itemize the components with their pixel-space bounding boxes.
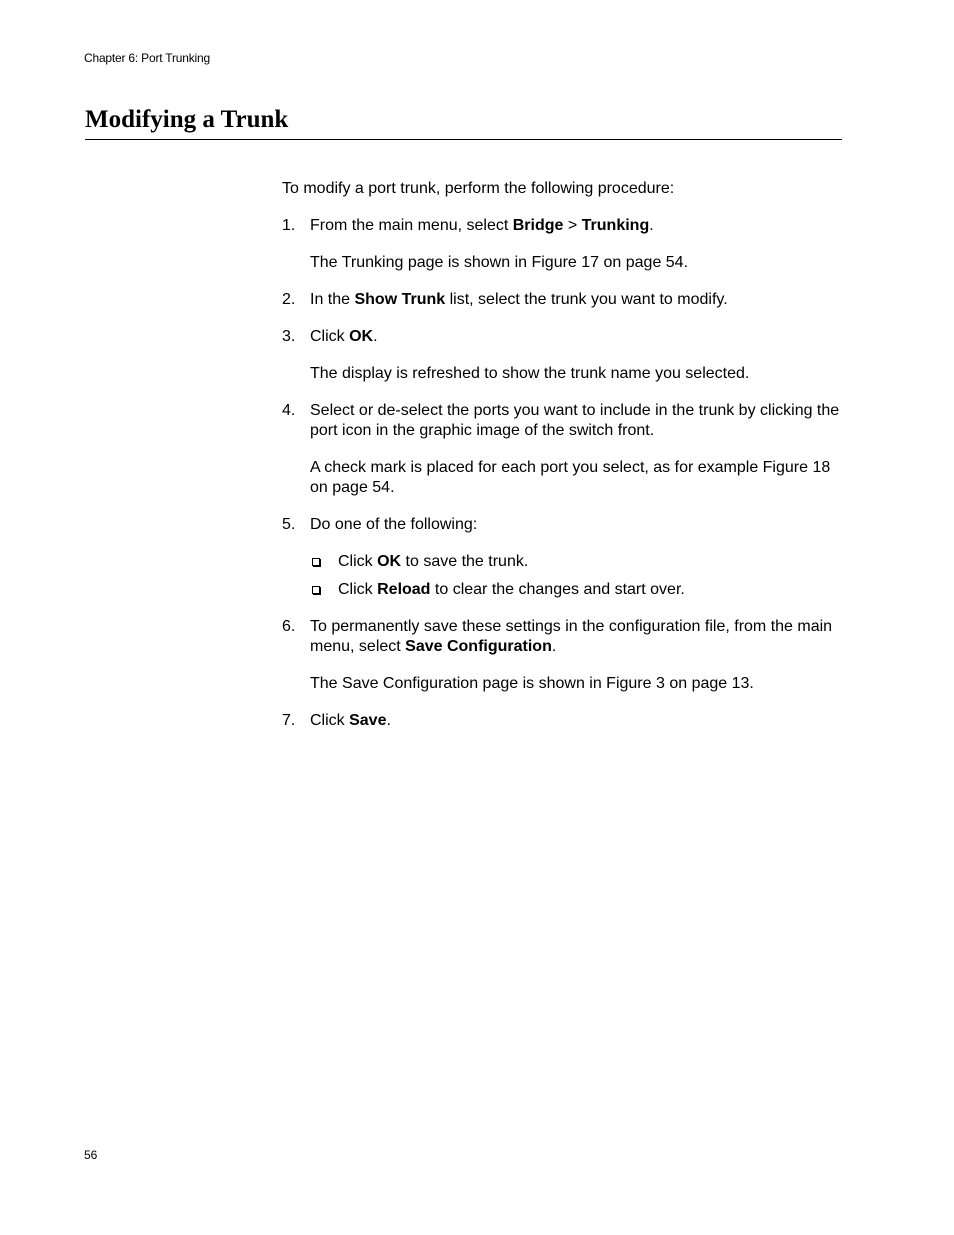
title-rule: [85, 139, 842, 140]
step-3: [282, 327, 842, 384]
show-trunk-label: Show Trunk: [354, 291, 446, 308]
step-number: 1.: [282, 217, 296, 234]
procedure-body: [282, 179, 842, 748]
step-text: Click OK.: [310, 328, 378, 345]
step-text: In the Show Trunk list, select the trunk you want to modify.: [310, 291, 728, 308]
option-list: [310, 552, 842, 600]
ok-label: OK: [349, 328, 374, 345]
ok-label: OK: [377, 553, 402, 570]
section-title: Modifying a Trunk: [85, 106, 289, 133]
step-number: 7.: [282, 712, 296, 729]
step-6: [282, 617, 842, 694]
menu-bridge: Bridge: [512, 217, 564, 234]
step-7: [282, 711, 842, 731]
save-label: Save: [349, 712, 387, 729]
step-number: 2.: [282, 291, 296, 308]
step-2: [282, 290, 842, 310]
step-5: [282, 515, 842, 600]
step-note: The Save Configuration page is shown in Figure 3 on page 13.: [310, 675, 754, 692]
step-note: The display is refreshed to show the trunk name you selected.: [310, 365, 750, 382]
step-1: [282, 216, 842, 273]
step-number: 6.: [282, 618, 296, 635]
checkbox-bullet-icon: [310, 580, 338, 600]
reload-label: Reload: [377, 581, 431, 598]
page-number: 56: [84, 1148, 98, 1162]
save-configuration-label: Save Configuration: [405, 638, 552, 655]
step-note: The Trunking page is shown in Figure 17 on page 54.: [310, 254, 689, 271]
procedure-steps: [282, 216, 842, 731]
step-number: 4.: [282, 402, 296, 419]
menu-trunking: Trunking: [581, 217, 650, 234]
running-header: Chapter 6: Port Trunking: [84, 51, 210, 65]
step-text: Click Save.: [310, 712, 391, 729]
step-text: Do one of the following:: [310, 516, 478, 533]
step-text: To permanently save these settings in the configuration file, from the main menu, select Save Configuration.: [310, 618, 833, 655]
option-item: Click OK to save the trunk.: [310, 552, 842, 572]
step-note: A check mark is placed for each port you select, as for example Figure 18 on page 54.: [310, 459, 831, 496]
step-4: [282, 401, 842, 498]
intro-paragraph: To modify a port trunk, perform the following procedure:: [282, 180, 675, 197]
step-text: Select or de-select the ports you want to include in the trunk by clicking the port icon in the graphic image of the switch front.: [310, 402, 840, 439]
step-number: 5.: [282, 516, 296, 533]
checkbox-bullet-icon: [310, 552, 338, 572]
step-text: From the main menu, select Bridge > Trunking.: [310, 217, 654, 234]
option-item: Click Reload to clear the changes and start over.: [310, 580, 842, 600]
step-number: 3.: [282, 328, 296, 345]
